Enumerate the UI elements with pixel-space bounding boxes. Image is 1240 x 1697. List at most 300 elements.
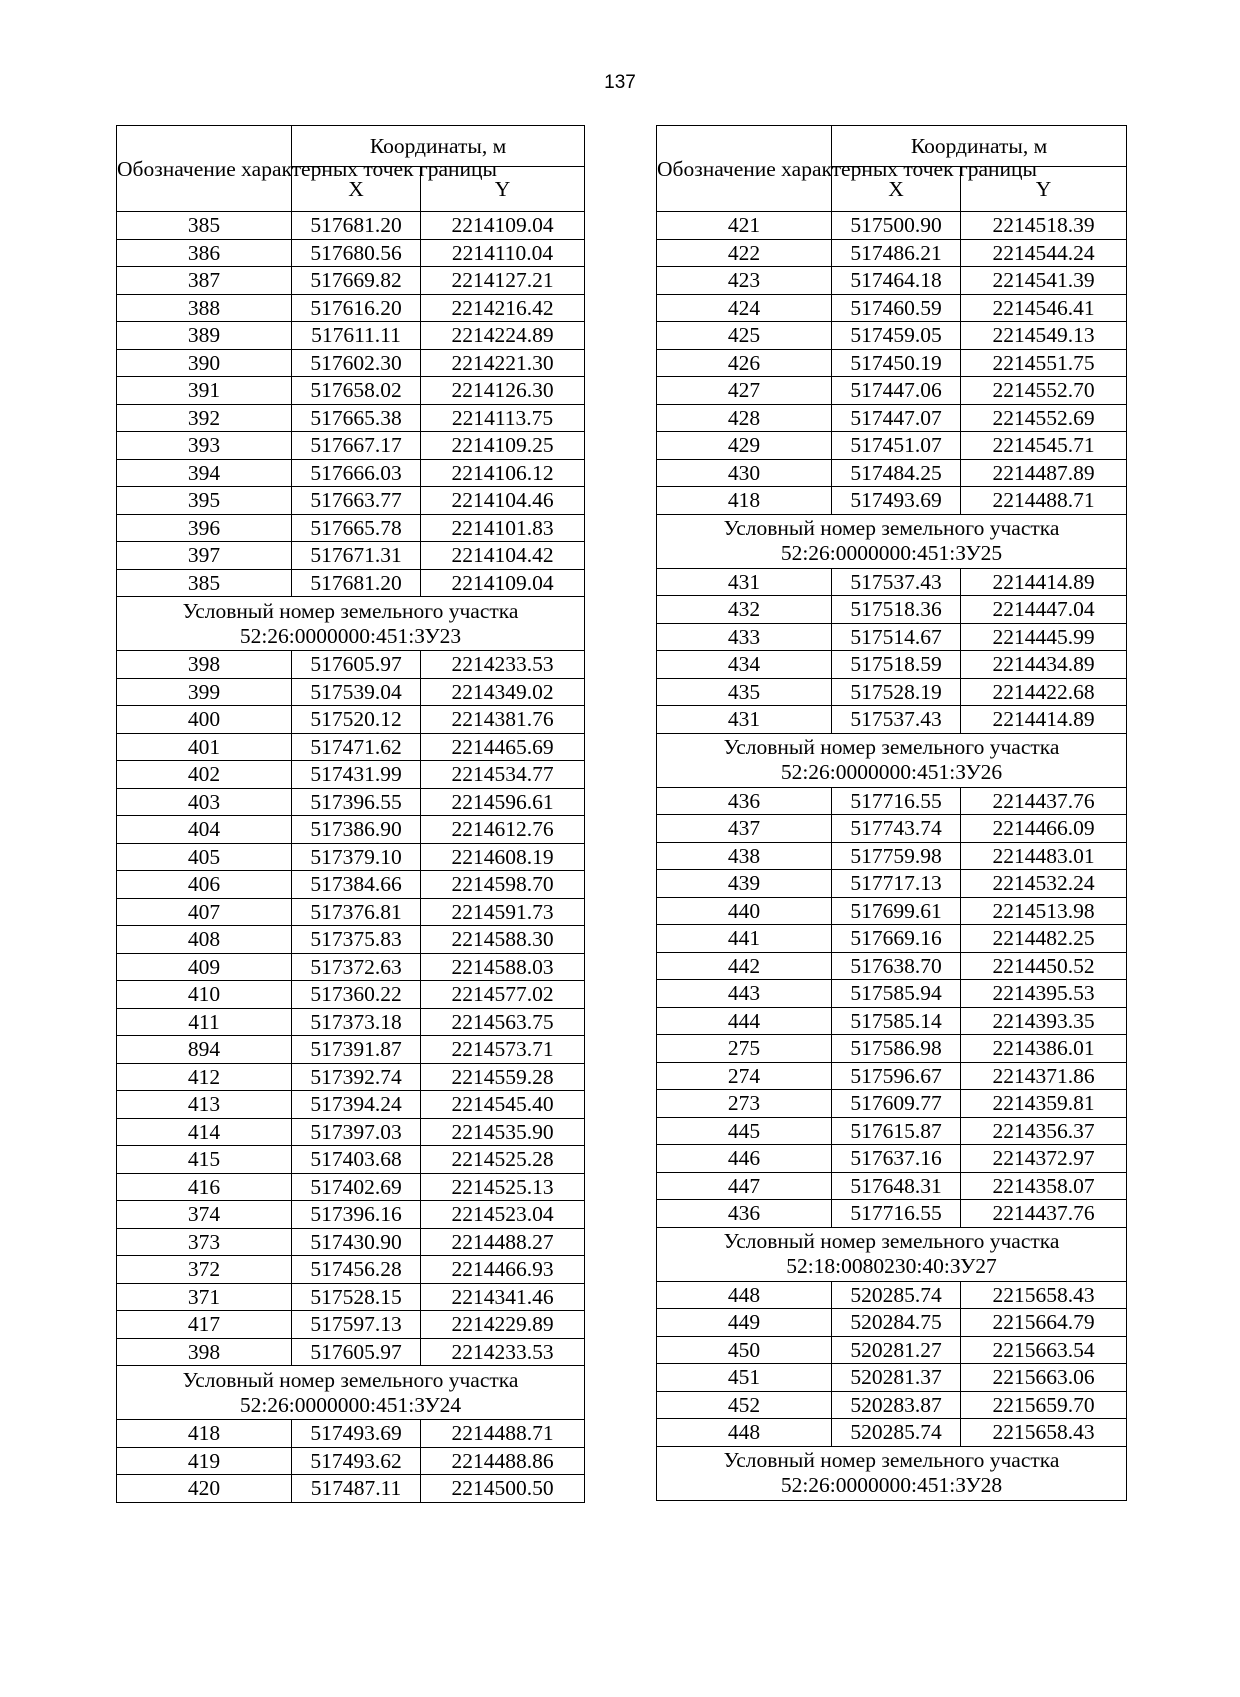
table-row	[657, 842, 1127, 870]
table-row	[657, 623, 1127, 651]
section-title: Условный номер земельного участка 52:26:0000000:451:ЗУ28	[657, 1446, 1127, 1500]
coord-x: 517447.07	[832, 404, 961, 432]
coord-x: 517716.55	[832, 1200, 961, 1228]
coord-y: 2214488.86	[421, 1447, 585, 1475]
point-number: 413	[117, 1091, 292, 1119]
coord-y: 2214532.24	[961, 870, 1127, 898]
coord-x: 517376.81	[292, 898, 421, 926]
point-number: 396	[117, 514, 292, 542]
coord-x: 517605.97	[292, 651, 421, 679]
table-row	[657, 294, 1127, 322]
table-row	[657, 1117, 1127, 1145]
table-row	[117, 514, 585, 542]
point-number: 385	[117, 212, 292, 240]
coord-x: 517638.70	[832, 952, 961, 980]
point-number: 423	[657, 267, 832, 295]
coord-x: 517537.43	[832, 568, 961, 596]
point-number: 445	[657, 1117, 832, 1145]
coord-y: 2214518.39	[961, 212, 1127, 240]
table-row	[117, 1256, 585, 1284]
point-number: 448	[657, 1419, 832, 1447]
table-row	[117, 1173, 585, 1201]
coord-y: 2214596.61	[421, 788, 585, 816]
coord-x: 517743.74	[832, 815, 961, 843]
coord-y: 2214414.89	[961, 706, 1127, 734]
coord-y: 2215664.79	[961, 1309, 1127, 1337]
section-row	[117, 1366, 585, 1420]
coord-y: 2214386.01	[961, 1035, 1127, 1063]
table-body-right	[657, 126, 1127, 1501]
coord-y: 2214488.71	[961, 487, 1127, 515]
table-row	[117, 1063, 585, 1091]
table-row	[657, 377, 1127, 405]
table-row	[117, 1283, 585, 1311]
header-x-label: X	[292, 167, 421, 212]
point-number: 447	[657, 1172, 832, 1200]
point-number: 389	[117, 322, 292, 350]
point-number: 451	[657, 1364, 832, 1392]
coord-x: 517539.04	[292, 678, 421, 706]
coord-y: 2214535.90	[421, 1118, 585, 1146]
section-title: Условный номер земельного участка 52:26:0000000:451:ЗУ26	[657, 733, 1127, 787]
point-number: 894	[117, 1036, 292, 1064]
section-title: Условный номер земельного участка 52:18:0080230:40:ЗУ27	[657, 1227, 1127, 1281]
point-number: 439	[657, 870, 832, 898]
table-row	[657, 1035, 1127, 1063]
table-row	[657, 322, 1127, 350]
table-row	[657, 1309, 1127, 1337]
header-point-label: Обозначение характерных точек границы	[117, 126, 292, 212]
point-number: 449	[657, 1309, 832, 1337]
coord-y: 2214224.89	[421, 322, 585, 350]
coord-x: 517658.02	[292, 377, 421, 405]
table-row	[117, 239, 585, 267]
coord-x: 517451.07	[832, 432, 961, 460]
point-number: 435	[657, 678, 832, 706]
coord-x: 517586.98	[832, 1035, 961, 1063]
point-number: 412	[117, 1063, 292, 1091]
coord-x: 517585.14	[832, 1007, 961, 1035]
section-row	[657, 1446, 1127, 1500]
point-number: 414	[117, 1118, 292, 1146]
coord-x: 517372.63	[292, 953, 421, 981]
coord-x: 517450.19	[832, 349, 961, 377]
coord-x: 517403.68	[292, 1146, 421, 1174]
coord-y: 2214513.98	[961, 897, 1127, 925]
section-row	[117, 597, 585, 651]
coord-x: 517585.94	[832, 980, 961, 1008]
table-row	[657, 706, 1127, 734]
header-coords-label: Координаты, м	[292, 126, 585, 167]
table-row	[117, 1447, 585, 1475]
table-row	[657, 651, 1127, 679]
point-number: 401	[117, 733, 292, 761]
point-number: 387	[117, 267, 292, 295]
point-number: 448	[657, 1281, 832, 1309]
table-row	[657, 459, 1127, 487]
coord-x: 517520.12	[292, 706, 421, 734]
point-number: 418	[117, 1420, 292, 1448]
coord-x: 517605.97	[292, 1338, 421, 1366]
coord-y: 2214525.13	[421, 1173, 585, 1201]
coord-x: 517616.20	[292, 294, 421, 322]
point-number: 403	[117, 788, 292, 816]
coord-y: 2214104.42	[421, 542, 585, 570]
coord-y: 2214437.76	[961, 787, 1127, 815]
coord-x: 517391.87	[292, 1036, 421, 1064]
point-number: 424	[657, 294, 832, 322]
point-number: 397	[117, 542, 292, 570]
point-number: 444	[657, 1007, 832, 1035]
point-number: 407	[117, 898, 292, 926]
table-row	[657, 815, 1127, 843]
coord-x: 517518.59	[832, 651, 961, 679]
coord-x: 517486.21	[832, 239, 961, 267]
coord-x: 517528.19	[832, 678, 961, 706]
header-row	[657, 126, 1127, 167]
coord-y: 2214229.89	[421, 1311, 585, 1339]
coord-y: 2214466.93	[421, 1256, 585, 1284]
coord-x: 517669.82	[292, 267, 421, 295]
table-row	[657, 404, 1127, 432]
coord-x: 517680.56	[292, 239, 421, 267]
point-number: 430	[657, 459, 832, 487]
coord-y: 2214549.13	[961, 322, 1127, 350]
coord-x: 517396.55	[292, 788, 421, 816]
point-number: 431	[657, 706, 832, 734]
coord-y: 2214110.04	[421, 239, 585, 267]
table-row	[117, 898, 585, 926]
point-number: 392	[117, 404, 292, 432]
table-row	[657, 1007, 1127, 1035]
coord-x: 517384.66	[292, 871, 421, 899]
coord-y: 2215659.70	[961, 1391, 1127, 1419]
coord-x: 517386.90	[292, 816, 421, 844]
point-number: 406	[117, 871, 292, 899]
coord-x: 517596.67	[832, 1062, 961, 1090]
coord-x: 517528.15	[292, 1283, 421, 1311]
coord-y: 2214552.69	[961, 404, 1127, 432]
point-number: 433	[657, 623, 832, 651]
table-row	[657, 678, 1127, 706]
point-number: 371	[117, 1283, 292, 1311]
table-row	[117, 267, 585, 295]
coord-x: 517392.74	[292, 1063, 421, 1091]
coord-y: 2214588.30	[421, 926, 585, 954]
coord-y: 2214371.86	[961, 1062, 1127, 1090]
point-number: 399	[117, 678, 292, 706]
coord-y: 2214393.35	[961, 1007, 1127, 1035]
coord-y: 2214447.04	[961, 596, 1127, 624]
table-row	[117, 404, 585, 432]
point-number: 274	[657, 1062, 832, 1090]
coord-x: 517459.05	[832, 322, 961, 350]
table-row	[657, 1364, 1127, 1392]
coord-y: 2214126.30	[421, 377, 585, 405]
table-row	[117, 322, 585, 350]
point-number: 404	[117, 816, 292, 844]
point-number: 450	[657, 1336, 832, 1364]
table-row	[117, 953, 585, 981]
table-row	[117, 542, 585, 570]
point-number: 441	[657, 925, 832, 953]
table-row	[657, 239, 1127, 267]
coord-x: 517394.24	[292, 1091, 421, 1119]
coord-x: 517699.61	[832, 897, 961, 925]
point-number: 398	[117, 1338, 292, 1366]
coord-y: 2214434.89	[961, 651, 1127, 679]
point-number: 405	[117, 843, 292, 871]
table-row	[657, 568, 1127, 596]
coord-y: 2214545.71	[961, 432, 1127, 460]
table-row	[117, 1201, 585, 1229]
point-number: 385	[117, 569, 292, 597]
table-row	[117, 1420, 585, 1448]
coord-y: 2214483.01	[961, 842, 1127, 870]
coord-y: 2214525.28	[421, 1146, 585, 1174]
table-body-left	[117, 126, 585, 1503]
coord-y: 2214552.70	[961, 377, 1127, 405]
point-number: 442	[657, 952, 832, 980]
coord-x: 517396.16	[292, 1201, 421, 1229]
point-number: 431	[657, 568, 832, 596]
point-number: 410	[117, 981, 292, 1009]
table-row	[117, 432, 585, 460]
table-row	[117, 678, 585, 706]
point-number: 398	[117, 651, 292, 679]
table-row	[657, 349, 1127, 377]
coord-x: 517402.69	[292, 1173, 421, 1201]
table-row	[657, 1145, 1127, 1173]
table-row	[657, 1090, 1127, 1118]
coord-y: 2214588.03	[421, 953, 585, 981]
point-number: 438	[657, 842, 832, 870]
table-row	[117, 1118, 585, 1146]
coord-y: 2215658.43	[961, 1419, 1127, 1447]
table-row	[117, 1091, 585, 1119]
coord-x: 517537.43	[832, 706, 961, 734]
coord-x: 517464.18	[832, 267, 961, 295]
coord-y: 2214546.41	[961, 294, 1127, 322]
table-row	[657, 1391, 1127, 1419]
coord-y: 2214372.97	[961, 1145, 1127, 1173]
table-row	[657, 1281, 1127, 1309]
coord-x: 517671.31	[292, 542, 421, 570]
section-row	[657, 1227, 1127, 1281]
coord-y: 2214545.40	[421, 1091, 585, 1119]
coord-y: 2214488.27	[421, 1228, 585, 1256]
table-row	[657, 787, 1127, 815]
point-number: 372	[117, 1256, 292, 1284]
coord-y: 2214612.76	[421, 816, 585, 844]
table-row	[657, 1419, 1127, 1447]
point-number: 416	[117, 1173, 292, 1201]
coord-x: 517493.69	[292, 1420, 421, 1448]
coord-x: 517717.13	[832, 870, 961, 898]
table-row	[657, 897, 1127, 925]
coord-x: 520285.74	[832, 1281, 961, 1309]
coord-y: 2214349.02	[421, 678, 585, 706]
header-y-label: Y	[961, 167, 1127, 212]
point-number: 440	[657, 897, 832, 925]
coord-x: 517681.20	[292, 569, 421, 597]
coord-x: 517487.11	[292, 1475, 421, 1503]
point-number: 418	[657, 487, 832, 515]
coord-y: 2214127.21	[421, 267, 585, 295]
table-row	[117, 487, 585, 515]
coord-y: 2214551.75	[961, 349, 1127, 377]
coord-y: 2214591.73	[421, 898, 585, 926]
coord-x: 517360.22	[292, 981, 421, 1009]
point-number: 415	[117, 1146, 292, 1174]
point-number: 421	[657, 212, 832, 240]
coord-y: 2214359.81	[961, 1090, 1127, 1118]
table-row	[117, 377, 585, 405]
table-row	[657, 267, 1127, 295]
coord-x: 520281.37	[832, 1364, 961, 1392]
coord-y: 2214221.30	[421, 349, 585, 377]
coord-y: 2214577.02	[421, 981, 585, 1009]
coord-y: 2214465.69	[421, 733, 585, 761]
section-title: Условный номер земельного участка 52:26:0000000:451:ЗУ25	[657, 514, 1127, 568]
coord-y: 2214356.37	[961, 1117, 1127, 1145]
coord-y: 2214437.76	[961, 1200, 1127, 1228]
table-row	[657, 1200, 1127, 1228]
coord-x: 520283.87	[832, 1391, 961, 1419]
table-row	[657, 1062, 1127, 1090]
coord-y: 2214233.53	[421, 651, 585, 679]
header-x-label: X	[832, 167, 961, 212]
table-row	[117, 294, 585, 322]
point-number: 411	[117, 1008, 292, 1036]
section-row	[657, 514, 1127, 568]
table-row	[117, 349, 585, 377]
point-number: 437	[657, 815, 832, 843]
table-row	[117, 1036, 585, 1064]
point-number: 429	[657, 432, 832, 460]
coord-y: 2215663.54	[961, 1336, 1127, 1364]
coord-x: 517759.98	[832, 842, 961, 870]
point-number: 436	[657, 787, 832, 815]
coord-y: 2214341.46	[421, 1283, 585, 1311]
table-row	[117, 569, 585, 597]
coord-y: 2214573.71	[421, 1036, 585, 1064]
coord-y: 2214544.24	[961, 239, 1127, 267]
coord-y: 2214358.07	[961, 1172, 1127, 1200]
coord-x: 517637.16	[832, 1145, 961, 1173]
coord-y: 2214500.50	[421, 1475, 585, 1503]
coord-y: 2214414.89	[961, 568, 1127, 596]
coord-y: 2214381.76	[421, 706, 585, 734]
point-number: 395	[117, 487, 292, 515]
coord-x: 517609.77	[832, 1090, 961, 1118]
coord-y: 2214216.42	[421, 294, 585, 322]
coord-y: 2214109.04	[421, 212, 585, 240]
coord-x: 517500.90	[832, 212, 961, 240]
point-number: 409	[117, 953, 292, 981]
coord-x: 517666.03	[292, 459, 421, 487]
point-number: 275	[657, 1035, 832, 1063]
point-number: 390	[117, 349, 292, 377]
coord-x: 517514.67	[832, 623, 961, 651]
table-row	[657, 1172, 1127, 1200]
point-number: 434	[657, 651, 832, 679]
coord-y: 2214487.89	[961, 459, 1127, 487]
coord-x: 520285.74	[832, 1419, 961, 1447]
coord-y: 2215658.43	[961, 1281, 1127, 1309]
point-number: 386	[117, 239, 292, 267]
point-number: 452	[657, 1391, 832, 1419]
header-row	[117, 126, 585, 167]
table-row	[117, 459, 585, 487]
coord-x: 517665.78	[292, 514, 421, 542]
coord-x: 517493.69	[832, 487, 961, 515]
point-number: 419	[117, 1447, 292, 1475]
coord-y: 2214113.75	[421, 404, 585, 432]
point-number: 400	[117, 706, 292, 734]
table-row	[117, 761, 585, 789]
table-row	[657, 980, 1127, 1008]
header-y-label: Y	[421, 167, 585, 212]
table-row	[657, 1336, 1127, 1364]
point-number: 374	[117, 1201, 292, 1229]
point-number: 273	[657, 1090, 832, 1118]
coordinates-table-right	[656, 125, 1127, 1501]
coord-x: 517379.10	[292, 843, 421, 871]
coord-y: 2214395.53	[961, 980, 1127, 1008]
coord-y: 2214598.70	[421, 871, 585, 899]
table-row	[657, 487, 1127, 515]
coord-y: 2214109.25	[421, 432, 585, 460]
table-row	[117, 843, 585, 871]
coord-x: 517648.31	[832, 1172, 961, 1200]
point-number: 394	[117, 459, 292, 487]
table-row	[117, 1311, 585, 1339]
point-number: 388	[117, 294, 292, 322]
coord-x: 517447.06	[832, 377, 961, 405]
table-row	[117, 788, 585, 816]
point-number: 402	[117, 761, 292, 789]
coord-x: 517373.18	[292, 1008, 421, 1036]
point-number: 373	[117, 1228, 292, 1256]
table-row	[117, 871, 585, 899]
coord-x: 517667.17	[292, 432, 421, 460]
coord-x: 517602.30	[292, 349, 421, 377]
coord-x: 517484.25	[832, 459, 961, 487]
coord-x: 517518.36	[832, 596, 961, 624]
table-row	[117, 1475, 585, 1503]
table-row	[657, 212, 1127, 240]
coord-y: 2214109.04	[421, 569, 585, 597]
coord-x: 520281.27	[832, 1336, 961, 1364]
coord-y: 2214559.28	[421, 1063, 585, 1091]
point-number: 425	[657, 322, 832, 350]
table-row	[117, 981, 585, 1009]
point-number: 426	[657, 349, 832, 377]
coordinates-table-left	[116, 125, 585, 1503]
coord-x: 517460.59	[832, 294, 961, 322]
table-row	[117, 706, 585, 734]
coord-y: 2214450.52	[961, 952, 1127, 980]
page-number: 137	[604, 72, 636, 93]
point-number: 420	[117, 1475, 292, 1503]
coord-y: 2214233.53	[421, 1338, 585, 1366]
table-row	[657, 596, 1127, 624]
coord-y: 2214101.83	[421, 514, 585, 542]
coord-y: 2215663.06	[961, 1364, 1127, 1392]
section-row	[657, 733, 1127, 787]
table-row	[657, 952, 1127, 980]
